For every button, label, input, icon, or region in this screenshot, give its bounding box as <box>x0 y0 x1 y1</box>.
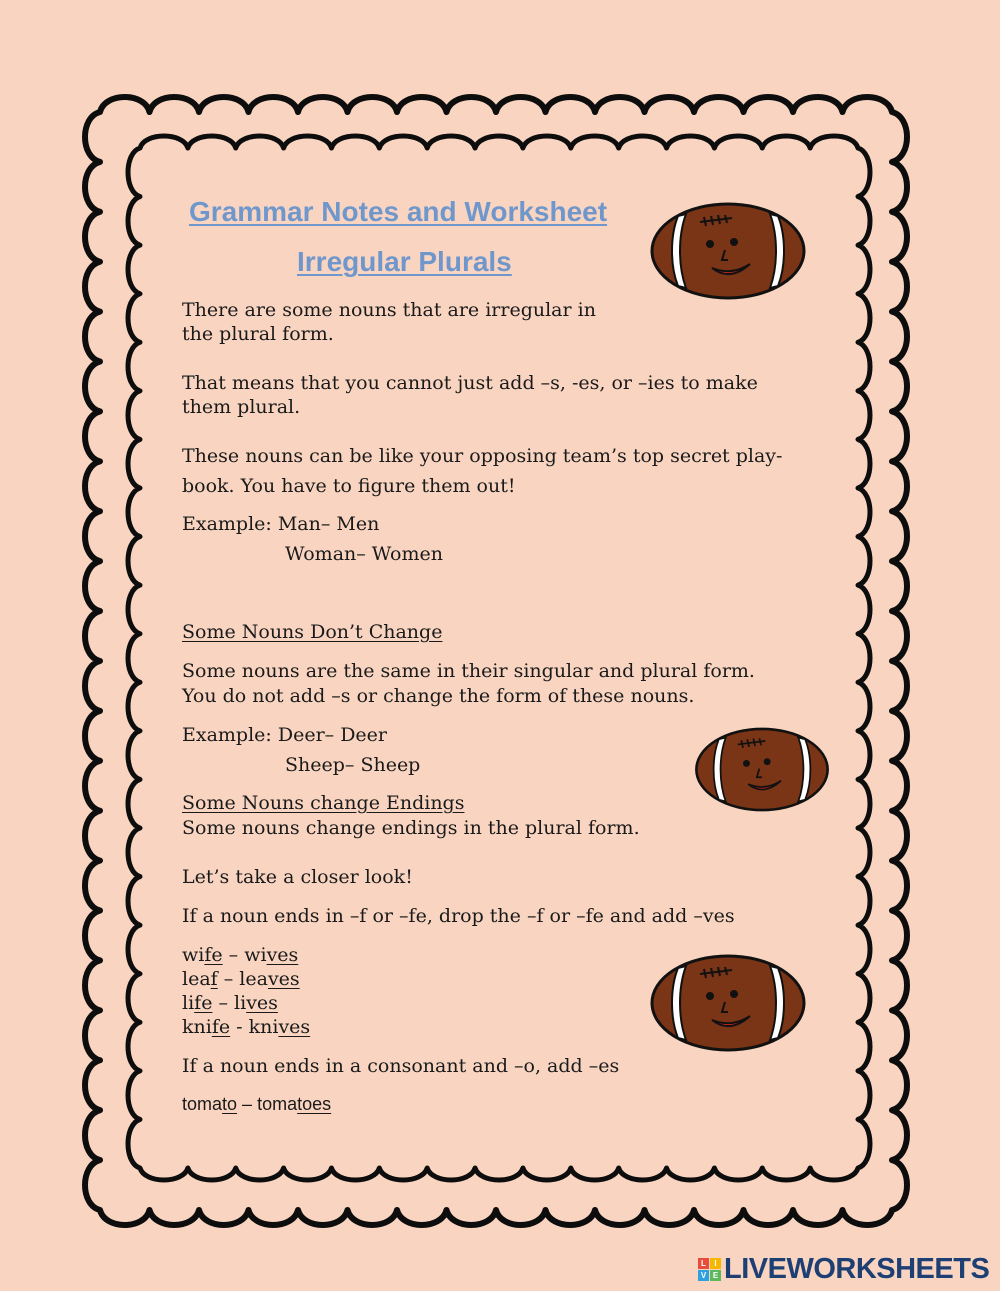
plural-ending: ves <box>278 1016 311 1038</box>
singular-ending: fe <box>211 1016 231 1038</box>
word-pair <box>182 967 300 992</box>
pair-separator: – <box>222 944 245 966</box>
singular-stem: li <box>182 992 195 1014</box>
logo-text: LIVEWORKSHEETS <box>724 1252 990 1285</box>
pair-separator: – <box>237 1094 258 1114</box>
singular-ending: to <box>222 1094 238 1114</box>
word-pair <box>182 1015 310 1040</box>
singular-stem: kni <box>182 1016 212 1038</box>
plural-stem: kni <box>248 1016 279 1038</box>
plural-stem: toma <box>257 1094 298 1114</box>
page-title: Grammar Notes and Worksheet <box>189 196 608 227</box>
plural-stem: li <box>234 992 247 1014</box>
explain-line-2: them plural. <box>182 396 301 418</box>
plural-stem: lea <box>239 968 268 990</box>
plural-ending: ves <box>246 992 278 1014</box>
plural-ending: toes <box>297 1094 332 1114</box>
no-change-line-1: Some nouns are the same in their singular and plural form. <box>182 660 755 682</box>
liveworksheets-logo[interactable] <box>698 1254 989 1284</box>
logo-cell: I <box>710 1258 721 1269</box>
logo-cell: E <box>710 1270 721 1281</box>
football-icon <box>648 948 808 1058</box>
pair-separator: – <box>217 968 240 990</box>
example-line-1: Example: Man– Men <box>182 513 380 535</box>
logo-cell: V <box>698 1270 709 1281</box>
football-icon <box>648 196 808 306</box>
intro-line-2: the plural form. <box>182 323 334 345</box>
playbook-line-2: book. You have to figure them out! <box>182 475 516 497</box>
football-icon <box>692 722 832 817</box>
singular-ending: fe <box>204 944 223 966</box>
singular-stem: wi <box>182 944 205 966</box>
plural-stem: wi <box>244 944 267 966</box>
explain-line-1: That means that you cannot just add –s, -es, or –ies to make <box>182 372 758 394</box>
logo-mark <box>698 1258 721 1281</box>
rule-o-text: If a noun ends in a consonant and –o, add –es <box>182 1055 620 1077</box>
word-pair <box>182 943 298 968</box>
pair-separator: - <box>230 1016 249 1038</box>
singular-stem: toma <box>182 1094 223 1114</box>
word-pair <box>182 991 278 1016</box>
plural-ending: ves <box>266 944 299 966</box>
playbook-line-1: These nouns can be like your opposing team’s top secret play- <box>182 445 783 467</box>
pair-separator: – <box>212 992 235 1014</box>
singular-ending: f <box>210 968 218 990</box>
intro-line-1: There are some nouns that are irregular in <box>182 299 596 321</box>
example2-line-1: Example: Deer– Deer <box>182 724 388 746</box>
closer-look-text: Let’s take a closer look! <box>182 866 413 888</box>
example2-line-2: Sheep– Sheep <box>285 754 421 776</box>
singular-ending: fe <box>194 992 213 1014</box>
section-heading-no-change: Some Nouns Don’t Change <box>182 621 443 643</box>
section-heading-endings: Some Nouns change Endings <box>182 792 465 814</box>
rule-f-text: If a noun ends in –f or –fe, drop the –f or –fe and add –ves <box>182 905 735 927</box>
plural-ending: ves <box>267 968 300 990</box>
logo-cell: L <box>698 1258 709 1269</box>
example-line-2: Woman– Women <box>285 543 443 565</box>
page-subtitle: Irregular Plurals <box>297 246 512 277</box>
no-change-line-2: You do not add –s or change the form of these nouns. <box>182 685 695 707</box>
word-pair-tomato <box>182 1092 331 1117</box>
singular-stem: lea <box>182 968 211 990</box>
endings-line-1: Some nouns change endings in the plural form. <box>182 817 640 839</box>
